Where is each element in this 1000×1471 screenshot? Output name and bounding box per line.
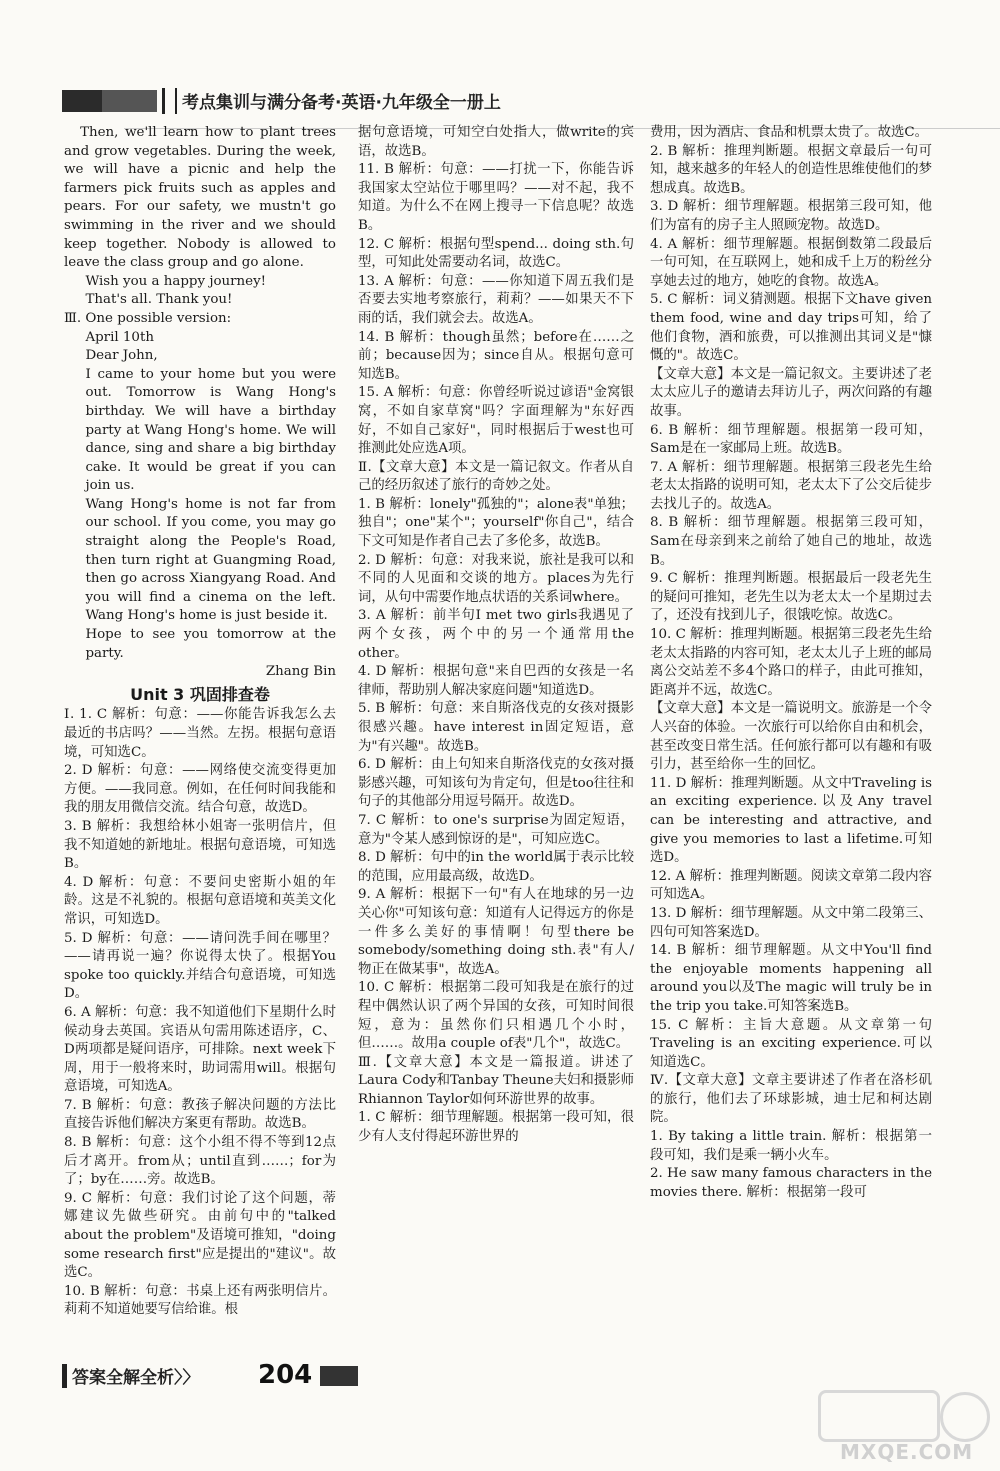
letter-salutation: Dear John, <box>85 348 158 364</box>
header-decor-block <box>62 90 102 112</box>
page-number: 204 <box>258 1360 313 1390</box>
answer-item: 8. B 解析：细节理解题。根据第三段可知，Sam在母亲到来之前给了她自己的地址，故选B。 <box>650 515 932 568</box>
letter-paragraph: Then, we'll learn how to plant trees and grow vegetables. During the week, we will have a picnic and help the farmers pick fruits such as apples and pears. For our safety, we mustn't go swimming in the river and we should keep together. Nobody is allowed to leave the class group and go alone. <box>64 125 336 271</box>
footer-label <box>72 1363 200 1388</box>
answer-item: 3. A 解析：前半句I met two girls我遇见了两个女孩，两个中的另一个通常用the other。 <box>358 608 634 661</box>
answer-item: 8. D 解析：句中的in the world属于表示比较的范围，应用最高级，故选D。 <box>358 850 634 884</box>
answer-item: 5. B 解析：句意：来自斯洛伐克的女孩对摄影很感兴趣。have interest in固定短语，意为"有兴趣"。故选B。 <box>358 701 634 754</box>
column-left <box>64 124 336 1320</box>
answer-item: 1. B 解析：lonely"孤独的"；alone表"单独；独自"；one"某个"；yourself"你自己"，结合下文可知是作者自己去了多伦多，故选B。 <box>358 496 634 550</box>
answer-item: 4. D 解析：句意：不要问史密斯小姐的年龄。这是不礼貌的。根据句意语境和英美文化常识，可知选D。 <box>64 874 336 927</box>
watermark-logo-circle <box>940 1392 990 1442</box>
answer-item: 10. C 解析：推理判断题。根据第三段老先生给老太太指路的内容可知，老太太儿子上班的邮局离公交站差不多4个路口的样子，由此可推知，距离并不远，故选C。 <box>650 627 932 698</box>
article-summary: Ⅳ.【文章大意】文章主要讲述了作者在洛杉矶的旅行，他们去了环球影城，迪士尼和柯达剧院。 <box>650 1073 932 1126</box>
answer-item: 12. A 解析：推理判断题。阅读文章第二段内容可知选A。 <box>650 868 932 903</box>
footer-bar <box>62 1364 67 1388</box>
answer-item: 14. B 解析：though虽然；before在……之前；because因为；since自从。根据句意可知选B。 <box>358 329 634 382</box>
article-summary: 【文章大意】本文是一篇说明文。旅游是一个令人兴奋的体验。一次旅行可以给你自由和机会，甚至改变日常生活。任何旅行都可以有趣和有吸引力，甚至给你一生的回忆。 <box>650 701 932 773</box>
letter-closing-thanks: That's all. Thank you! <box>85 292 233 308</box>
footer-label-text: 答案全解全析 <box>72 1368 174 1388</box>
watermark-text: MXQE.COM <box>840 1440 974 1464</box>
answer-item: 14. B 解析：细节理解题。从文中You'll find the enjoyable moments happening all around you以及The magic will truly be in the trip you take.可知答案选B。 <box>650 943 932 1014</box>
letter-closing-wish: Wish you a happy journey! <box>85 273 267 289</box>
header-title: 考点集训与满分备考·英语·九年级全一册上 <box>182 93 501 113</box>
letter-body-paragraph: Hope to see you tomorrow at the party. <box>85 627 336 661</box>
answer-item: 9. A 解析：根据下一句"有人在地球的另一边关心你"可知该句意：知道有人记得远方的你是一件多么美好的事情啊！句型there be somebody/something doing sth.表"有人/物正在做某事"，故选A。 <box>358 887 634 977</box>
answer-item: 4. A 解析：细节理解题。根据倒数第二段最后一句可知，在互联网上，她和成千上万的粉丝分享她去过的地方，她吃的食物。故选A。 <box>650 236 932 289</box>
column-middle <box>358 124 634 1147</box>
letter-date: April 10th <box>85 329 154 345</box>
header-decor-block-secondary <box>102 90 157 112</box>
answer-item: 12. C 解析：根据句型spend... doing sth.句型，可知此处需要动名词，故选C。 <box>358 236 634 271</box>
watermark <box>818 1390 988 1466</box>
answer-item: 1. By taking a little train. 解析：根据第一段可知，我们是乘一辆小火车。 <box>650 1129 932 1163</box>
answer-item: 6. D 解析：由上句知来自斯洛伐克的女孩对摄影感兴趣，可知该句为肯定句，但是too往往和句子的其他部分用逗号隔开。故选D。 <box>358 757 634 810</box>
answer-item: 费用，因为酒店、食品和机票太贵了。故选C。 <box>650 125 929 140</box>
answer-item: 13. A 解析：句意：——你知道下周五我们是否要去实地考察旅行，莉莉？——如果天不下雨的话，我们就会去。故选A。 <box>358 273 634 326</box>
watermark-logo-box <box>818 1390 940 1442</box>
letter-body-paragraph: Wang Hong's home is not far from our school. If you come, you may go straight along the People's Road, then turn right at Guangming Road, then go across Xiangyang Road. And you will find a cinema on the left. Wang Hong's home is just beside it. <box>85 496 336 624</box>
article-summary: Ⅱ.【文章大意】本文是一篇记叙文。作者从自己的经历叙述了旅行的奇妙之处。 <box>358 459 634 494</box>
answer-item: 5. C 解析：词义猜测题。根据下文have given them food, wine and day trips可知，给了他们食物，酒和旅费，可以推测出其词义是"慷慨的"。故选C。 <box>650 292 932 364</box>
article-summary: Ⅲ.【文章大意】本文是一篇报道。讲述了Laura Cody和Tanbay Theune夫妇和摄影师Rhiannon Taylor如何环游世界的故事。 <box>358 1054 634 1107</box>
column-right <box>650 124 932 1202</box>
answer-item: 7. A 解析：细节理解题。根据第三段老先生给老太太指路的说明可知，老太太下了公交后徒步去找儿子的。故选A。 <box>650 459 932 512</box>
answer-item: 9. C 解析：句意：我们讨论了这个问题，蒂娜建议先做些研究。由前句中的"talked about the problem"及语境可推知，"doing some research first"应是提出的"建议"。故选C。 <box>64 1190 336 1281</box>
answer-item: 4. D 解析：根据句意"来自巴西的女孩是一名律师，帮助别人解决家庭问题"知道选D。 <box>358 664 634 698</box>
answer-item: 2. He saw many famous characters in the movies there. 解析：根据第一段可 <box>650 1166 932 1200</box>
answer-item: 3. D 解析：细节理解题。根据第三段可知，他们为富有的房子主人照顾宠物。故选D。 <box>650 199 932 233</box>
answer-item: 10. C 解析：根据第二段可知我是在旅行的过程中偶然认识了两个异国的女孩，可知时间很短，意为：虽然你们只相遇几个小时，但……。故用a couple of表"几个"，故选C。 <box>358 980 634 1052</box>
answer-item: 9. C 解析：推理判断题。根据最后一段老先生的疑问可推知，老先生以为老太太一个星期过去了，还没有找到儿子，很饿吃惊。故选C。 <box>650 571 932 624</box>
footer-arrows: 〉〉 <box>174 1368 200 1388</box>
letter-signature: Zhang Bin <box>265 664 336 680</box>
answer-item: 3. B 解析：我想给林小姐寄一张明信片，但我不知道她的新地址。根据句意语境，可知选B。 <box>64 818 336 872</box>
answer-item: 2. D 解析：句意：对我来说，旅社是我可以和不同的人见面和交谈的地方。places为先行词，从句中需要作地点状语的关系词where。 <box>358 552 634 605</box>
page-header <box>62 86 942 116</box>
answer-item: 15. C 解析：主旨大意题。从文章第一句Traveling is an exciting experience.可以知道选C。 <box>650 1017 932 1070</box>
answer-item: 13. D 解析：细节理解题。从文中第二段第三、四句可知答案选D。 <box>650 905 932 940</box>
answer-item: 15. A 解析：句意：你曾经听说过谚语"金窝银窝，不如自家草窝"吗？字面理解为"东好西好，不如自己家好"，同时根据后于west也可推测此处应选A项。 <box>358 385 634 457</box>
letter-body-paragraph: I came to your home but you were out. Tomorrow is Wang Hong's birthday. We will have a birthday party at Wang Hong's home. We will dance, sing and share a big birthday cake. It would be great if you can join us. <box>85 366 336 494</box>
page-footer <box>62 1360 313 1390</box>
answer-item: 6. A 解析：句意：我不知道他们下星期什么时候动身去英国。宾语从句需用陈述语序，C、D两项都是疑问语序，可排除。next week下周，用于一般将来时，助词需用will。根据句意语境，可知选A。 <box>64 1004 336 1095</box>
answer-item: 2. D 解析：句意：——网络使交流变得更加方便。——我同意。例如，在任何时间我能和我的朋友用微信交流。结合句意，故选D。 <box>64 763 336 816</box>
answer-item: 1. C 解析：细节理解题。根据第一段可知，很少有人支付得起环游世界的 <box>358 1110 634 1145</box>
footer-decor-block <box>320 1366 358 1386</box>
article-summary: 【文章大意】本文是一篇记叙文。主要讲述了老太太应儿子的邀请去拜访儿子，两次问路的有趣故事。 <box>650 366 932 419</box>
answer-item: 10. B 解析：句意：书桌上还有两张明信片。莉莉不知道她要写信给谁。根 <box>64 1283 336 1318</box>
answer-item: Ⅰ. 1. C 解析：句意：——你能告诉我怎么去最近的书店吗？——当然。左拐。根据句意语境，可知选C。 <box>64 707 336 760</box>
answer-item: 据句意语境，可知空白处指人，做write的宾语，故选B。 <box>358 125 634 159</box>
answer-item: 6. B 解析：细节理解题。根据第一段可知，Sam是在一家邮局上班。故选B。 <box>650 422 932 457</box>
answer-item: 11. B 解析：句意：——打扰一下，你能告诉我国家太空站位于哪里吗？——对不起，我不知道。为什么不在网上搜寻一下信息呢？故选B。 <box>358 162 634 233</box>
answer-item: 7. B 解析：句意：教孩子解决问题的方法比直接告诉他们解决方案更有帮助。故选B。 <box>64 1097 336 1132</box>
answer-item: 11. D 解析：推理判断题。从文中Traveling is an exciting experience.以及Any travel can be interesting and attractive, and give you memories to last a lifetime.可知选D。 <box>650 775 932 866</box>
section-heading: Ⅲ. One possible version: <box>64 310 232 326</box>
header-divider-bars <box>162 88 177 114</box>
answer-item: 5. D 解析：句意：——请问洗手间在哪里？——请再说一遍？你说得太快了。根据You spoke too quickly.并结合句意语境，可知选D。 <box>64 930 336 1002</box>
answer-item: 2. B 解析：推理判断题。根据文章最后一句可知，越来越多的年轻人的创造性思维使他们的梦想成真。故选B。 <box>650 143 932 196</box>
unit-title: Unit 3 巩固排查卷 <box>130 684 270 704</box>
answer-item: 8. B 解析：句意：这个小组不得不等到12点后才离开。from从；until直到……；for为了；by在……旁。故选B。 <box>64 1135 336 1188</box>
answer-item: 7. C 解析：to one's surprise为固定短语，意为"令某人感到惊讶的是"，可知应选C。 <box>358 812 634 847</box>
